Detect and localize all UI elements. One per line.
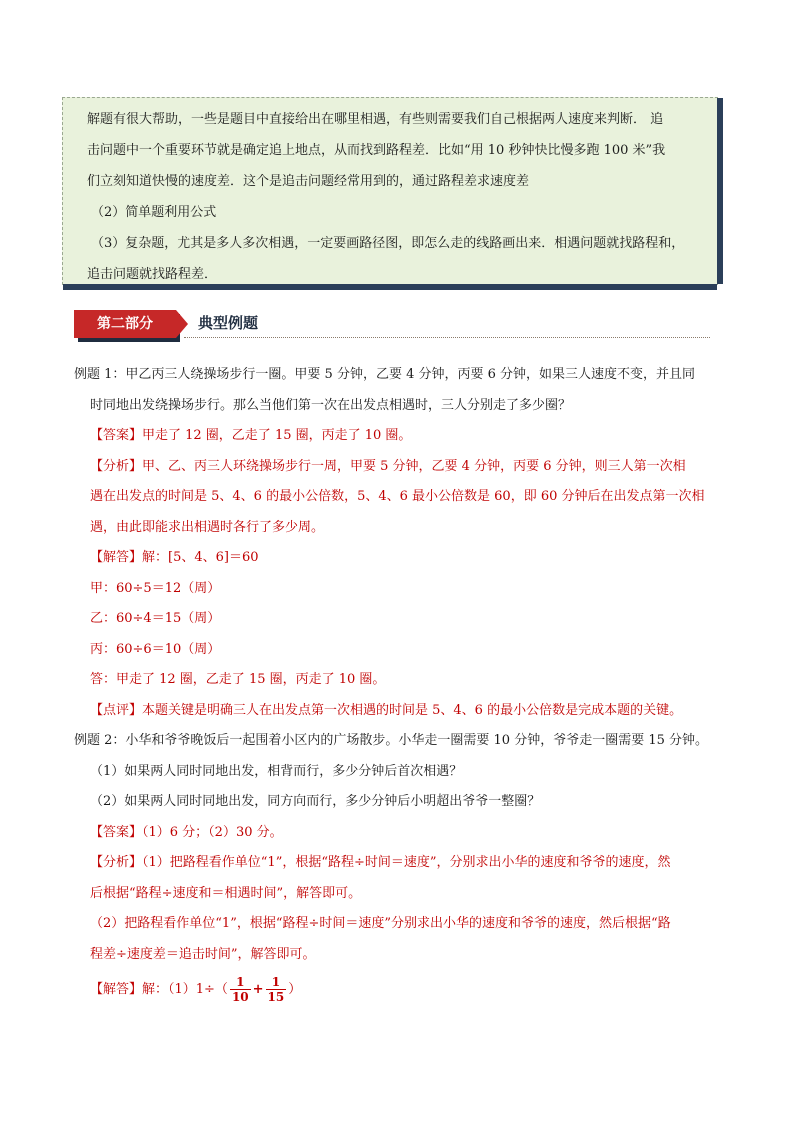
- example1-answer: 【答案】甲走了 12 圈，乙走了 15 圈，丙走了 10 圈。: [90, 428, 412, 443]
- example2-subquestion-1: （1）如果两人同时同地出发，相背而行，多少分钟后首次相遇？: [90, 763, 463, 779]
- example1-solution-yi: 乙：60÷4＝15（周）: [90, 611, 221, 626]
- example1-solution-bing: 丙：60÷6＝10（周）: [90, 641, 221, 657]
- example1-analysis-cont: 遇在出发点的时间是 5、4、6 的最小公倍数，5、4、6 最小公倍数是 60，即 60 分钟后在出发点第一次相: [90, 489, 705, 504]
- example1-question-cont: 时同地出发绕操场步行。那么当他们第一次在出发点相遇时，三人分别走了多少圈？: [90, 397, 572, 413]
- fraction-numerator: 1: [271, 975, 281, 989]
- fraction-1-15: [266, 975, 287, 1004]
- example1-comment: 【点评】本题关键是明确三人在出发点第一次相遇的时间是 5、4、6 的最小公倍数是完成本题的关键。: [90, 702, 683, 718]
- example1-question: 例题 1：甲乙丙三人绕操场步行一圈。甲要 5 分钟，乙要 4 分钟，丙要 6 分钟，如果三人速度不变，并且同: [74, 367, 696, 382]
- example1-final-answer: 答：甲走了 12 圈，乙走了 15 圈，丙走了 10 圈。: [90, 672, 386, 687]
- tip-line: 追击问题就找路程差．: [87, 267, 218, 282]
- plus-sign: +: [252, 982, 264, 997]
- tip-box: [62, 97, 718, 285]
- fraction-numerator: 1: [236, 975, 245, 989]
- example2-analysis-2: （2）把路程看作单位“1”，根据“路程÷时间＝速度”分别求出小华的速度和爷爷的速度，然后根据“路: [90, 916, 671, 931]
- example2-analysis-1-cont: 后根据“路程÷速度和＝相遇时间”，解答即可。: [90, 885, 362, 901]
- example2-question: 例题 2：小华和爷爷晚饭后一起围着小区内的广场散步。小华走一圈需要 10 分钟，爷爷走一圈需要 15 分钟。: [74, 733, 709, 748]
- fraction-1-10: [230, 975, 251, 1004]
- section-title: 典型例题: [198, 314, 259, 332]
- section-tab: 第二部分: [74, 310, 176, 338]
- tip-line: （3）复杂题，尤其是多人多次相遇，一定要画路径图，即怎么走的线路画出来．相遇问题就找路程和，: [91, 236, 685, 251]
- example2-answer: 【答案】（1）6 分；（2）30 分。: [90, 824, 283, 840]
- tip-line: （2）简单题利用公式: [91, 205, 217, 220]
- solution-suffix: ）: [288, 982, 302, 997]
- example1-solution-jia: 甲：60÷5＝12（周）: [90, 580, 221, 596]
- solution-prefix: 【解答】解：（1）1÷（: [90, 982, 228, 997]
- example2-subquestion-2: （2）如果两人同时同地出发，同方向而行，多少分钟后小明超出爷爷一整圈？: [90, 794, 541, 809]
- example2-solution: [74, 970, 724, 1010]
- example1-solution: 【解答】解：[5、4、6]＝60: [90, 550, 259, 565]
- tip-line: 们立刻知道快慢的速度差．这个是追击问题经常用到的，通过路程差求速度差: [87, 174, 530, 189]
- example2-analysis-1: 【分析】（1）把路程看作单位“1”，根据“路程÷时间＝速度”，分别求出小华的速度和爷爷的速度，然: [90, 855, 671, 870]
- document-body: [74, 360, 724, 1010]
- fraction-denominator: 10: [231, 990, 249, 1004]
- example2-analysis-2-cont: 程差÷速度差＝追击时间”，解答即可。: [90, 946, 316, 962]
- section-divider: [184, 337, 710, 338]
- example1-analysis-cont: 遇，由此即能求出相遇时各行了多少周。: [90, 519, 325, 535]
- fraction-denominator: 15: [267, 990, 285, 1004]
- tip-line: 击问题中一个重要环节就是确定追上地点，从而找到路程差．比如“用 10 秒钟快比慢多跑 100 米”我: [87, 143, 666, 158]
- tip-line: 解题有很大帮助，一些是题目中直接给出在哪里相遇，有些则需要我们自己根据两人速度来判断． 追: [87, 112, 664, 127]
- example1-analysis: 【分析】甲、乙、丙三人环绕操场步行一周，甲要 5 分钟，乙要 4 分钟，丙要 6 分钟，则三人第一次相: [90, 458, 686, 474]
- section-header: [74, 310, 710, 342]
